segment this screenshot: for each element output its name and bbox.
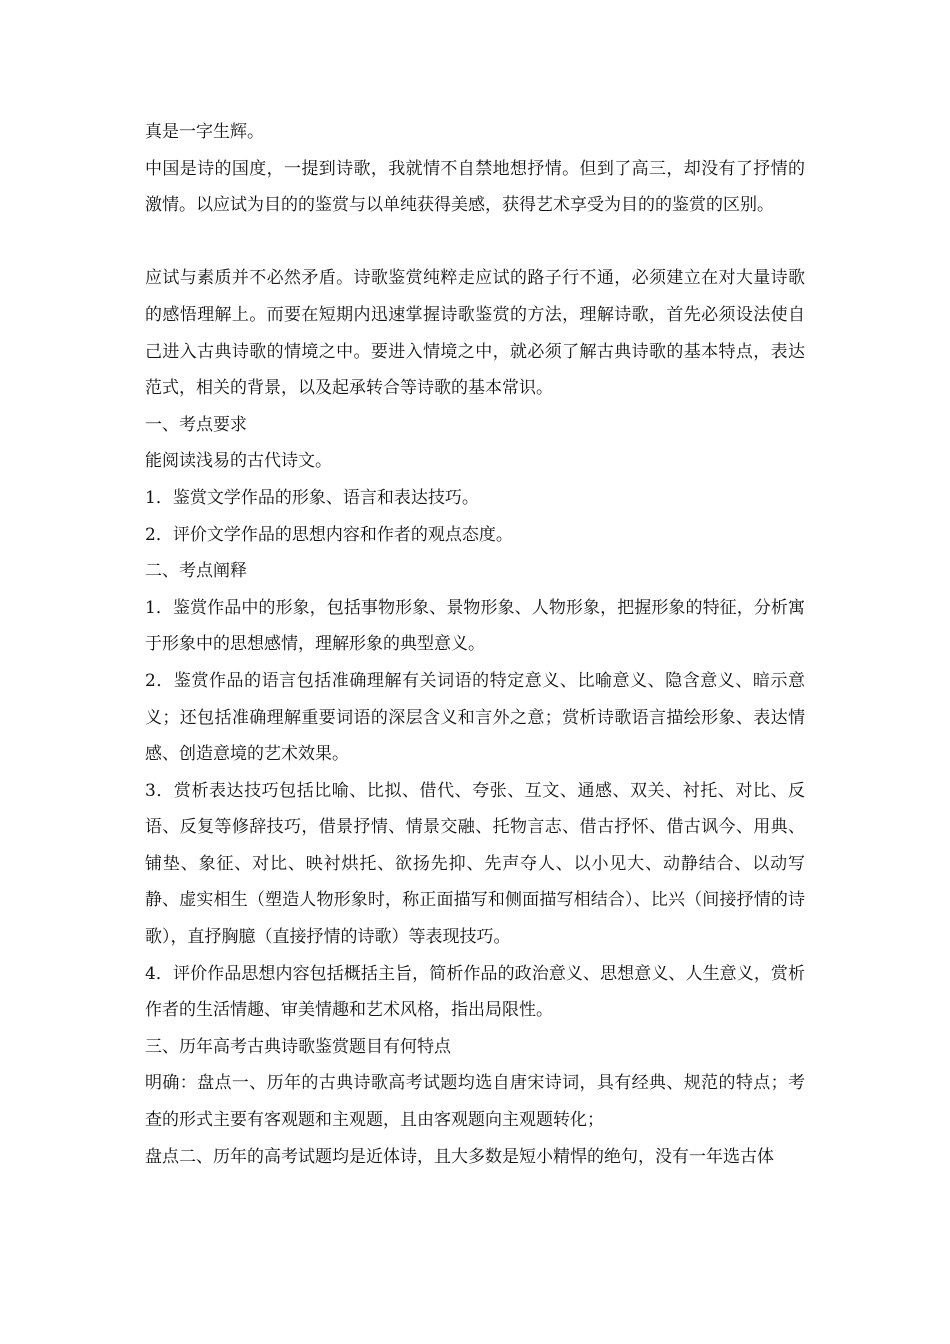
paragraph-poetry-nation: 中国是诗的国度，一提到诗歌，我就情不自禁地想抒情。但到了高三，却没有了抒情的激情。以应试为目的的鉴赏与以单纯获得美感，获得艺术享受为目的的鉴赏的区别。 <box>145 158 805 216</box>
list-item-explanation-3: 3．赏析表达技巧包括比喻、比拟、借代、夸张、互文、通感、双关、衬托、对比、反语、反复等修辞技巧，借景抒情、情景交融、托物言志、借古抒怀、借古讽今、用典、铺垫、象征、对比、映衬烘托、欲扬先抑、先声夺人、以小见大、动静结合、以动写静、虚实相生（塑造人物形象时，称正面描写和侧面描写相结合）、比兴（间接抒情的诗歌），直抒胸臆（直接抒情的诗歌）等表现技巧。 <box>145 780 805 948</box>
section-heading-exam-features: 三、历年高考古典诗歌鉴赏题目有何特点 <box>145 1036 451 1057</box>
paragraph-exam-quality: 应试与素质并不必然矛盾。诗歌鉴赏纯粹走应试的路子行不通，必须建立在对大量诗歌的感悟理解上。而要在短期内迅速掌握诗歌鉴赏的方法，理解诗歌，首先必须设法使自己进入古典诗歌的情境之中。要进入情境之中，就必须了解古典诗歌的基本特点，表达范式，相关的背景，以及起承转合等诗歌的基本常识。 <box>145 268 805 399</box>
paragraph-read-ancient: 能阅读浅易的古代诗文。 <box>145 451 332 472</box>
blank-line <box>145 224 805 261</box>
list-item-explanation-4: 4．评价作品思想内容包括概括主旨，简析作品的政治意义、思想意义、人生意义，赏析作者的生活情趣、审美情趣和艺术风格，指出局限性。 <box>145 963 805 1021</box>
paragraph-summary-2: 盘点二、历年的高考试题均是近体诗，且大多数是短小精悍的绝句，没有一年选古体 <box>145 1146 774 1167</box>
document-body <box>145 114 805 1175</box>
paragraph-intro-end: 真是一字生辉。 <box>145 122 264 142</box>
section-heading-exam-explanation: 二、考点阐释 <box>145 561 247 582</box>
paragraph-summary-1: 明确：盘点一、历年的古典诗歌高考试题均选自唐宋诗词，具有经典、规范的特点；考查的形式主要有客观题和主观题，且由客观题向主观题转化； <box>145 1073 805 1131</box>
list-item-explanation-2: 2．鉴赏作品的语言包括准确理解有关词语的特定意义、比喻意义、隐含意义、暗示意义；还包括准确理解重要词语的深层含义和言外之意；赏析诗歌语言描绘形象、表达情感、创造意境的艺术效果。 <box>145 670 805 765</box>
list-item-explanation-1: 1．鉴赏作品中的形象，包括事物形象、景物形象、人物形象，把握形象的特征，分析寓于形象中的思想感情，理解形象的典型意义。 <box>145 597 805 655</box>
list-item-requirement-2: 2．评价文学作品的思想内容和作者的观点态度。 <box>145 524 513 545</box>
section-heading-exam-requirements: 一、考点要求 <box>145 414 247 435</box>
list-item-requirement-1: 1．鉴赏文学作品的形象、语言和表达技巧。 <box>145 487 479 508</box>
